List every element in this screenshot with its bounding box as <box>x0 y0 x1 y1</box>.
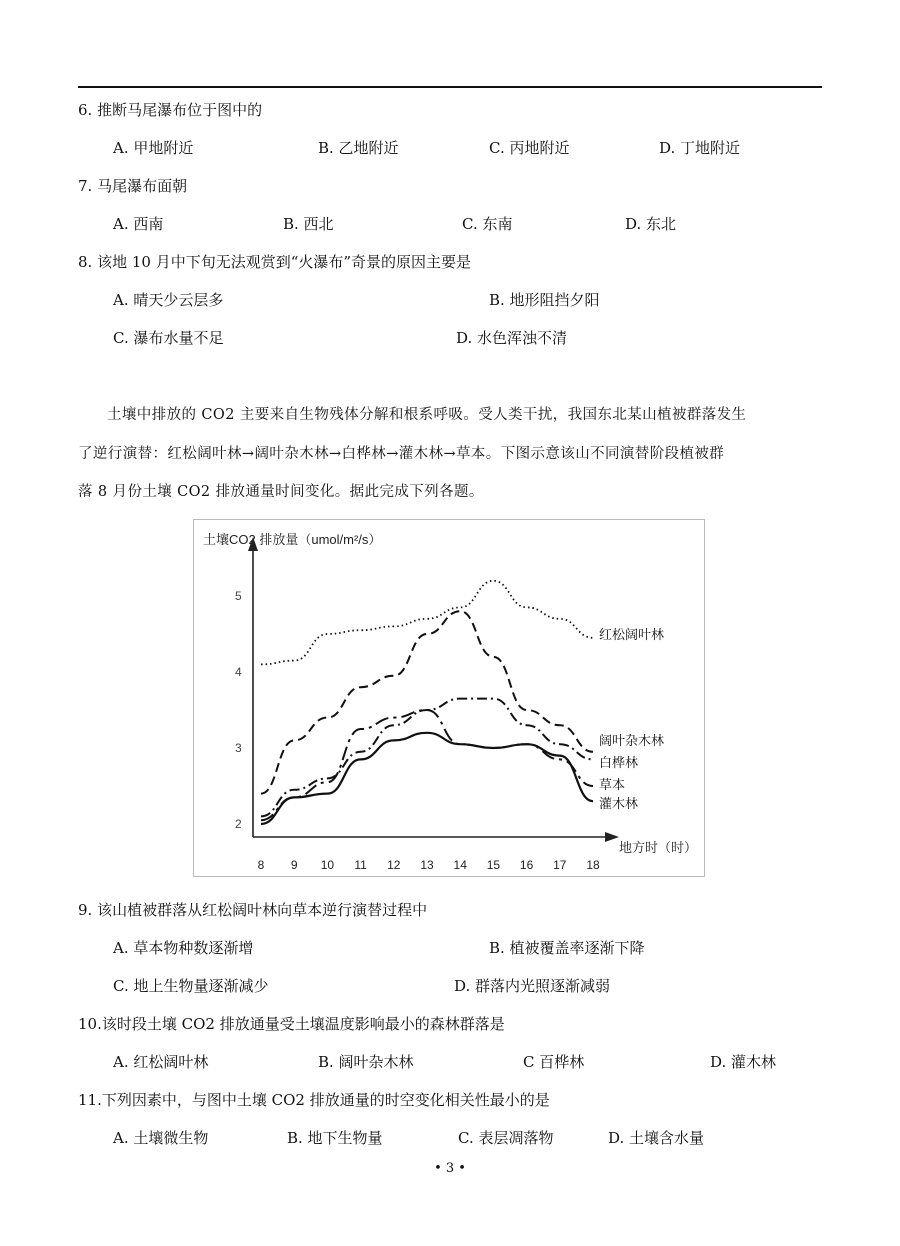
y-axis-label: 土壤CO2 排放量（umol/m²/s） <box>203 532 382 547</box>
series-label: 白桦林 <box>599 755 639 770</box>
x-tick-label: 16 <box>519 858 534 872</box>
q6-option-b: B. 乙地附近 <box>318 139 399 157</box>
x-tick-label: 10 <box>320 858 335 872</box>
x-axis-label: 地方时（时） <box>619 840 698 855</box>
q8-option-c: C. 瀑布水量不足 <box>113 329 224 347</box>
x-tick-label: 9 <box>290 858 298 872</box>
passage-line-1: 土壤中排放的 CO2 主要来自生物残体分解和根系呼吸。受人类干扰，我国东北某山植被群落发生 <box>107 407 747 423</box>
y-tick-label: 3 <box>235 741 242 755</box>
q7-option-b: B. 西北 <box>283 215 334 233</box>
x-tick-label: 18 <box>586 858 600 872</box>
x-tick-label: 12 <box>387 858 401 872</box>
q11-option-c: C. 表层凋落物 <box>458 1129 554 1147</box>
q9-option-c: C. 地上生物量逐渐减少 <box>113 977 269 995</box>
series-label: 红松阔叶林 <box>599 627 665 642</box>
q8-option-a: A. 晴天少云层多 <box>113 291 224 309</box>
co2-flux-chart <box>193 519 705 877</box>
chart-svg <box>193 519 705 877</box>
q11-option-b: B. 地下生物量 <box>287 1129 383 1147</box>
q7-stem: 7. 马尾瀑布面朝 <box>78 177 188 195</box>
chart-frame <box>194 520 705 877</box>
passage-line-2: 了逆行演替：红松阔叶林→阔叶杂木林→白桦林→灌木林→草本。下图示意该山不同演替阶段植被群 <box>78 446 725 462</box>
q11-option-a: A. 土壤微生物 <box>113 1129 209 1147</box>
y-tick-label: 5 <box>235 589 242 603</box>
q7-option-d: D. 东北 <box>625 215 677 233</box>
q6-stem: 6. 推断马尾瀑布位于图中的 <box>78 101 263 119</box>
q7-option-c: C. 东南 <box>462 215 513 233</box>
q6-option-a: A. 甲地附近 <box>113 139 194 157</box>
q8-option-d: D. 水色浑浊不清 <box>456 329 568 347</box>
q9-option-d: D. 群落内光照逐渐减弱 <box>454 977 611 995</box>
q10-stem: 10.该时段土壤 CO2 排放通量受土壤温度影响最小的森林群落是 <box>78 1015 505 1033</box>
q7-option-a: A. 西南 <box>113 215 164 233</box>
series-label: 阔叶杂木林 <box>599 733 665 748</box>
header-rule <box>78 86 822 88</box>
x-tick-label: 17 <box>553 858 567 872</box>
q10-option-b: B. 阔叶杂木林 <box>318 1053 414 1071</box>
q10-option-a: A. 红松阔叶林 <box>113 1053 209 1071</box>
y-tick-label: 2 <box>235 817 242 831</box>
q10-option-d: D. 灌木林 <box>710 1053 777 1071</box>
q8-option-b: B. 地形阻挡夕阳 <box>489 291 600 309</box>
q10-option-c: C 百桦林 <box>523 1053 585 1071</box>
q8-stem: 8. 该地 10 月中下旬无法观赏到“火瀑布”奇景的原因主要是 <box>78 253 472 271</box>
y-tick-label: 4 <box>235 665 242 679</box>
q6-option-d: D. 丁地附近 <box>659 139 741 157</box>
q11-option-d: D. 土壤含水量 <box>608 1129 705 1147</box>
x-tick-label: 13 <box>420 858 434 872</box>
x-tick-label: 8 <box>257 858 265 872</box>
q11-stem: 11.下列因素中，与图中土壤 CO2 排放通量的时空变化相关性最小的是 <box>78 1091 550 1109</box>
q9-option-a: A. 草本物种数逐渐增 <box>113 939 254 957</box>
x-tick-label: 14 <box>453 858 467 872</box>
passage-line-3: 落 8 月份土壤 CO2 排放通量时间变化。据此完成下列各题。 <box>78 484 484 500</box>
x-tick-label: 15 <box>486 858 501 872</box>
series-label: 灌木林 <box>599 796 639 811</box>
q9-stem: 9. 该山植被群落从红松阔叶林向草本逆行演替过程中 <box>78 901 428 919</box>
q6-option-c: C. 丙地附近 <box>489 139 570 157</box>
q9-option-b: B. 植被覆盖率逐渐下降 <box>489 939 645 957</box>
series-label: 草本 <box>599 777 626 792</box>
x-tick-label: 11 <box>354 858 367 872</box>
page-number: • 3 • <box>434 1161 466 1176</box>
